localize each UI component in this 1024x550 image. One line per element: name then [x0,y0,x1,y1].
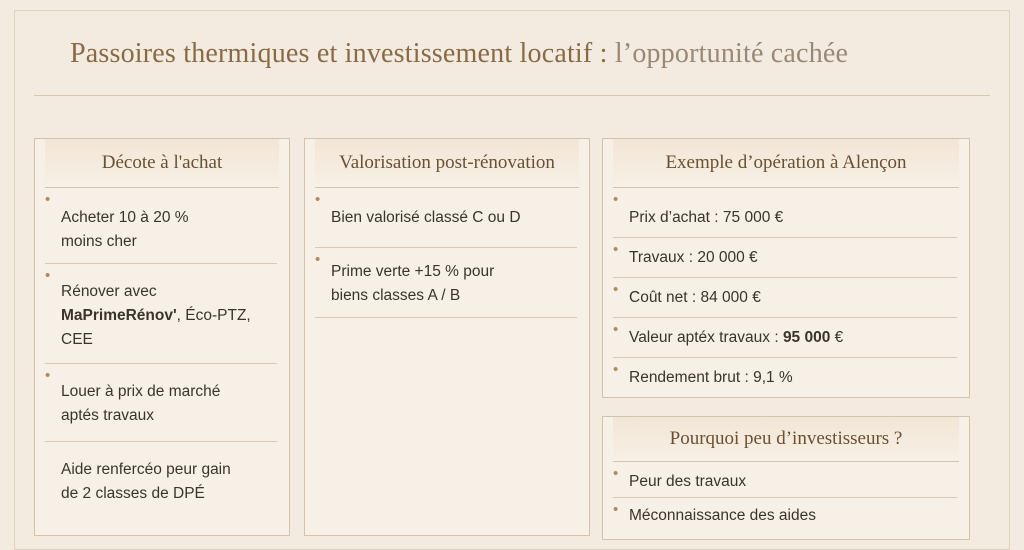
list-item: • Rénover avec MaPrimeRénov', Éco-PTZ, CEE [45,264,277,364]
page-title: Passoires thermiques et investissement locatif : l’opportunité cachée [70,38,849,69]
title-divider [34,95,990,96]
bullet-icon: • [613,321,619,338]
list-item: • Méconnaissance des aides [613,498,957,532]
list-item: • Prime verte +15 % pour biens classes A / B [315,248,577,318]
bullet-icon: • [613,241,619,258]
card-exemple-heading: Exemple d’opération à Alençon [613,139,959,188]
card-exemple [602,138,970,398]
bullet-icon: • [315,251,321,268]
bullet-icon: • [613,501,619,518]
bullet-icon: • [45,367,51,384]
bullet-icon: • [613,361,619,378]
bullet-icon: • [613,281,619,298]
card-decote-heading: Décote à l'achat [45,139,279,188]
list-item: • Acheter 10 à 20 % moins cher [45,188,277,264]
list-item: • Coût net : 84 000 € [613,278,957,318]
bullet-icon: • [45,191,51,208]
list-item: • Travaux : 20 000 € [613,238,957,278]
list-item: • Prix d’achat : 75 000 € [613,188,957,238]
bullet-icon: • [613,191,619,208]
list-item: Aide renfercéo peur gain de 2 classes de DPÉ [61,461,231,502]
bullet-icon: • [315,191,321,208]
list-item: • Peur des travaux [613,462,957,498]
list-item: • Rendement brut : 9,1 % [613,358,957,396]
bullet-icon: • [613,465,619,482]
card-pourquoi-heading: Pourquoi peu d’investisseurs ? [613,417,959,462]
list-item: • Valeur aptéx travaux : 95 000 € [613,318,957,358]
list-item: • Bien valorisé classé C ou D [315,188,577,248]
card-decote [34,138,290,536]
card-pourquoi [602,416,970,540]
card-valorisation [304,138,590,536]
card-valorisation-heading: Valorisation post-rénovation [315,139,579,188]
bullet-icon: • [45,267,51,284]
list-item: • Louer à prix de marché aptés travaux [45,364,277,442]
